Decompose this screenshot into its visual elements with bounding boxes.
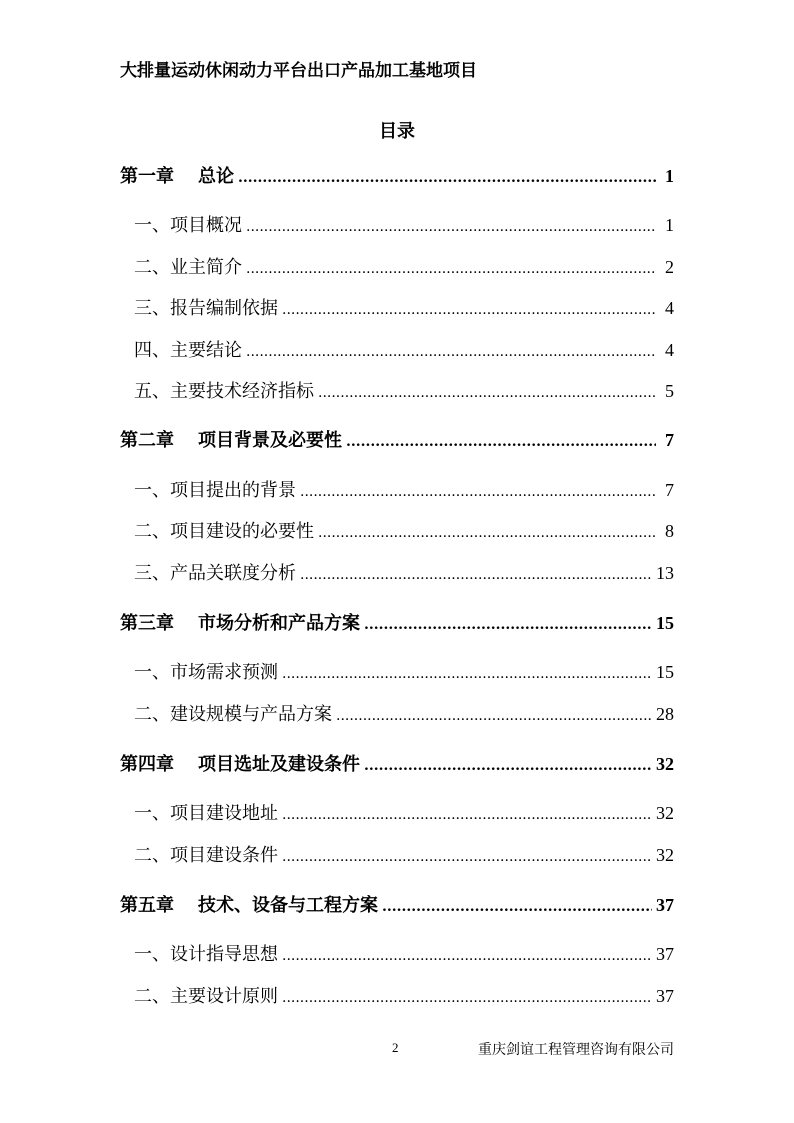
toc-entry-section[interactable] — [120, 295, 674, 321]
document-header: 大排量运动休闲动力平台出口产品加工基地项目 — [120, 61, 477, 81]
entry-number: 二、 — [134, 845, 170, 866]
entry-page-number: 1 — [665, 166, 674, 186]
entry-label: 项目提出的背景 — [170, 480, 296, 501]
entry-label: 产品关联度分析 — [170, 563, 296, 584]
entry-page-number: 8 — [665, 521, 674, 541]
toc-entry-section[interactable] — [120, 477, 674, 503]
dot-leader — [382, 894, 652, 920]
dot-leader — [346, 429, 656, 455]
entry-number: 二、 — [134, 704, 170, 725]
dot-leader — [300, 479, 656, 505]
entry-page-number: 37 — [656, 944, 674, 964]
footer-company-name: 重庆剑谊工程管理咨询有限公司 — [478, 1042, 674, 1058]
entry-label: 项目选址及建设条件 — [198, 754, 360, 775]
dot-leader — [238, 165, 656, 191]
toc-entry-section[interactable] — [120, 701, 674, 727]
entry-label: 设计指导思想 — [170, 944, 278, 965]
entry-label: 主要技术经济指标 — [170, 381, 314, 402]
dot-leader — [318, 380, 656, 406]
dot-leader — [336, 703, 652, 729]
entry-label: 市场需求预测 — [170, 662, 278, 683]
dot-leader — [282, 844, 652, 870]
toc-entry-section[interactable] — [120, 800, 674, 826]
entry-number: 三、 — [134, 563, 170, 584]
dot-leader — [282, 985, 652, 1011]
toc-entry-chapter-1[interactable] — [120, 163, 674, 189]
entry-page-number: 1 — [665, 215, 674, 235]
entry-page-number: 5 — [665, 381, 674, 401]
entry-number: 五、 — [134, 381, 170, 402]
entry-label: 项目建设地址 — [170, 803, 278, 824]
dot-leader — [282, 661, 652, 687]
toc-entry-chapter-5[interactable] — [120, 892, 674, 918]
entry-label: 项目背景及必要性 — [198, 430, 342, 451]
entry-page-number: 32 — [656, 754, 674, 774]
entry-page-number: 15 — [656, 662, 674, 682]
entry-page-number: 7 — [665, 480, 674, 500]
dot-leader — [282, 802, 652, 828]
entry-label: 报告编制依据 — [170, 298, 278, 319]
entry-number: 一、 — [134, 944, 170, 965]
entry-number: 第五章 — [120, 895, 174, 916]
toc-title: 目录 — [379, 121, 415, 142]
dot-leader — [300, 562, 652, 588]
toc-entry-chapter-3[interactable] — [120, 610, 674, 636]
toc-entry-section[interactable] — [120, 254, 674, 280]
toc-entry-chapter-2[interactable] — [120, 427, 674, 453]
toc-entry-section[interactable] — [120, 842, 674, 868]
entry-label: 业主简介 — [170, 257, 242, 278]
entry-page-number: 13 — [656, 563, 674, 583]
entry-page-number: 37 — [656, 986, 674, 1006]
dot-leader — [282, 297, 656, 323]
toc-entry-section[interactable] — [120, 378, 674, 404]
table-of-contents — [120, 0, 674, 1123]
entry-number: 二、 — [134, 986, 170, 1007]
entry-page-number: 15 — [656, 613, 674, 633]
entry-number: 第一章 — [120, 166, 174, 187]
dot-leader — [246, 256, 656, 282]
entry-page-number: 2 — [665, 257, 674, 277]
dot-leader — [246, 214, 656, 240]
toc-entry-section[interactable] — [120, 560, 674, 586]
footer-page-number: 2 — [392, 1040, 399, 1055]
entry-number: 一、 — [134, 662, 170, 683]
entry-label: 项目建设的必要性 — [170, 521, 314, 542]
entry-number: 一、 — [134, 480, 170, 501]
toc-entry-section[interactable] — [120, 212, 674, 238]
entry-label: 项目概况 — [170, 215, 242, 236]
toc-entry-section[interactable] — [120, 941, 674, 967]
entry-number: 二、 — [134, 257, 170, 278]
entry-number: 第四章 — [120, 754, 174, 775]
entry-label: 技术、设备与工程方案 — [198, 895, 378, 916]
dot-leader — [318, 520, 656, 546]
dot-leader — [364, 753, 652, 779]
entry-page-number: 37 — [656, 895, 674, 915]
entry-label: 建设规模与产品方案 — [170, 704, 332, 725]
entry-page-number: 28 — [656, 704, 674, 724]
entry-number: 四、 — [134, 340, 170, 361]
entry-page-number: 4 — [665, 298, 674, 318]
toc-entry-section[interactable] — [120, 337, 674, 363]
entry-label: 项目建设条件 — [170, 845, 278, 866]
entry-page-number: 7 — [665, 430, 674, 450]
entry-page-number: 4 — [665, 340, 674, 360]
dot-leader — [364, 612, 652, 638]
entry-label: 主要设计原则 — [170, 986, 278, 1007]
entry-number: 第二章 — [120, 430, 174, 451]
toc-entry-section[interactable] — [120, 518, 674, 544]
entry-number: 三、 — [134, 298, 170, 319]
entry-page-number: 32 — [656, 803, 674, 823]
toc-entry-section[interactable] — [120, 659, 674, 685]
entry-number: 一、 — [134, 803, 170, 824]
entry-label: 市场分析和产品方案 — [198, 613, 360, 634]
entry-page-number: 32 — [656, 845, 674, 865]
entry-number: 第三章 — [120, 613, 174, 634]
dot-leader — [282, 943, 652, 969]
toc-entry-chapter-4[interactable] — [120, 751, 674, 777]
entry-number: 二、 — [134, 521, 170, 542]
dot-leader — [246, 339, 656, 365]
entry-number: 一、 — [134, 215, 170, 236]
toc-entry-section[interactable] — [120, 983, 674, 1009]
entry-label: 主要结论 — [170, 340, 242, 361]
entry-label: 总论 — [198, 166, 234, 187]
